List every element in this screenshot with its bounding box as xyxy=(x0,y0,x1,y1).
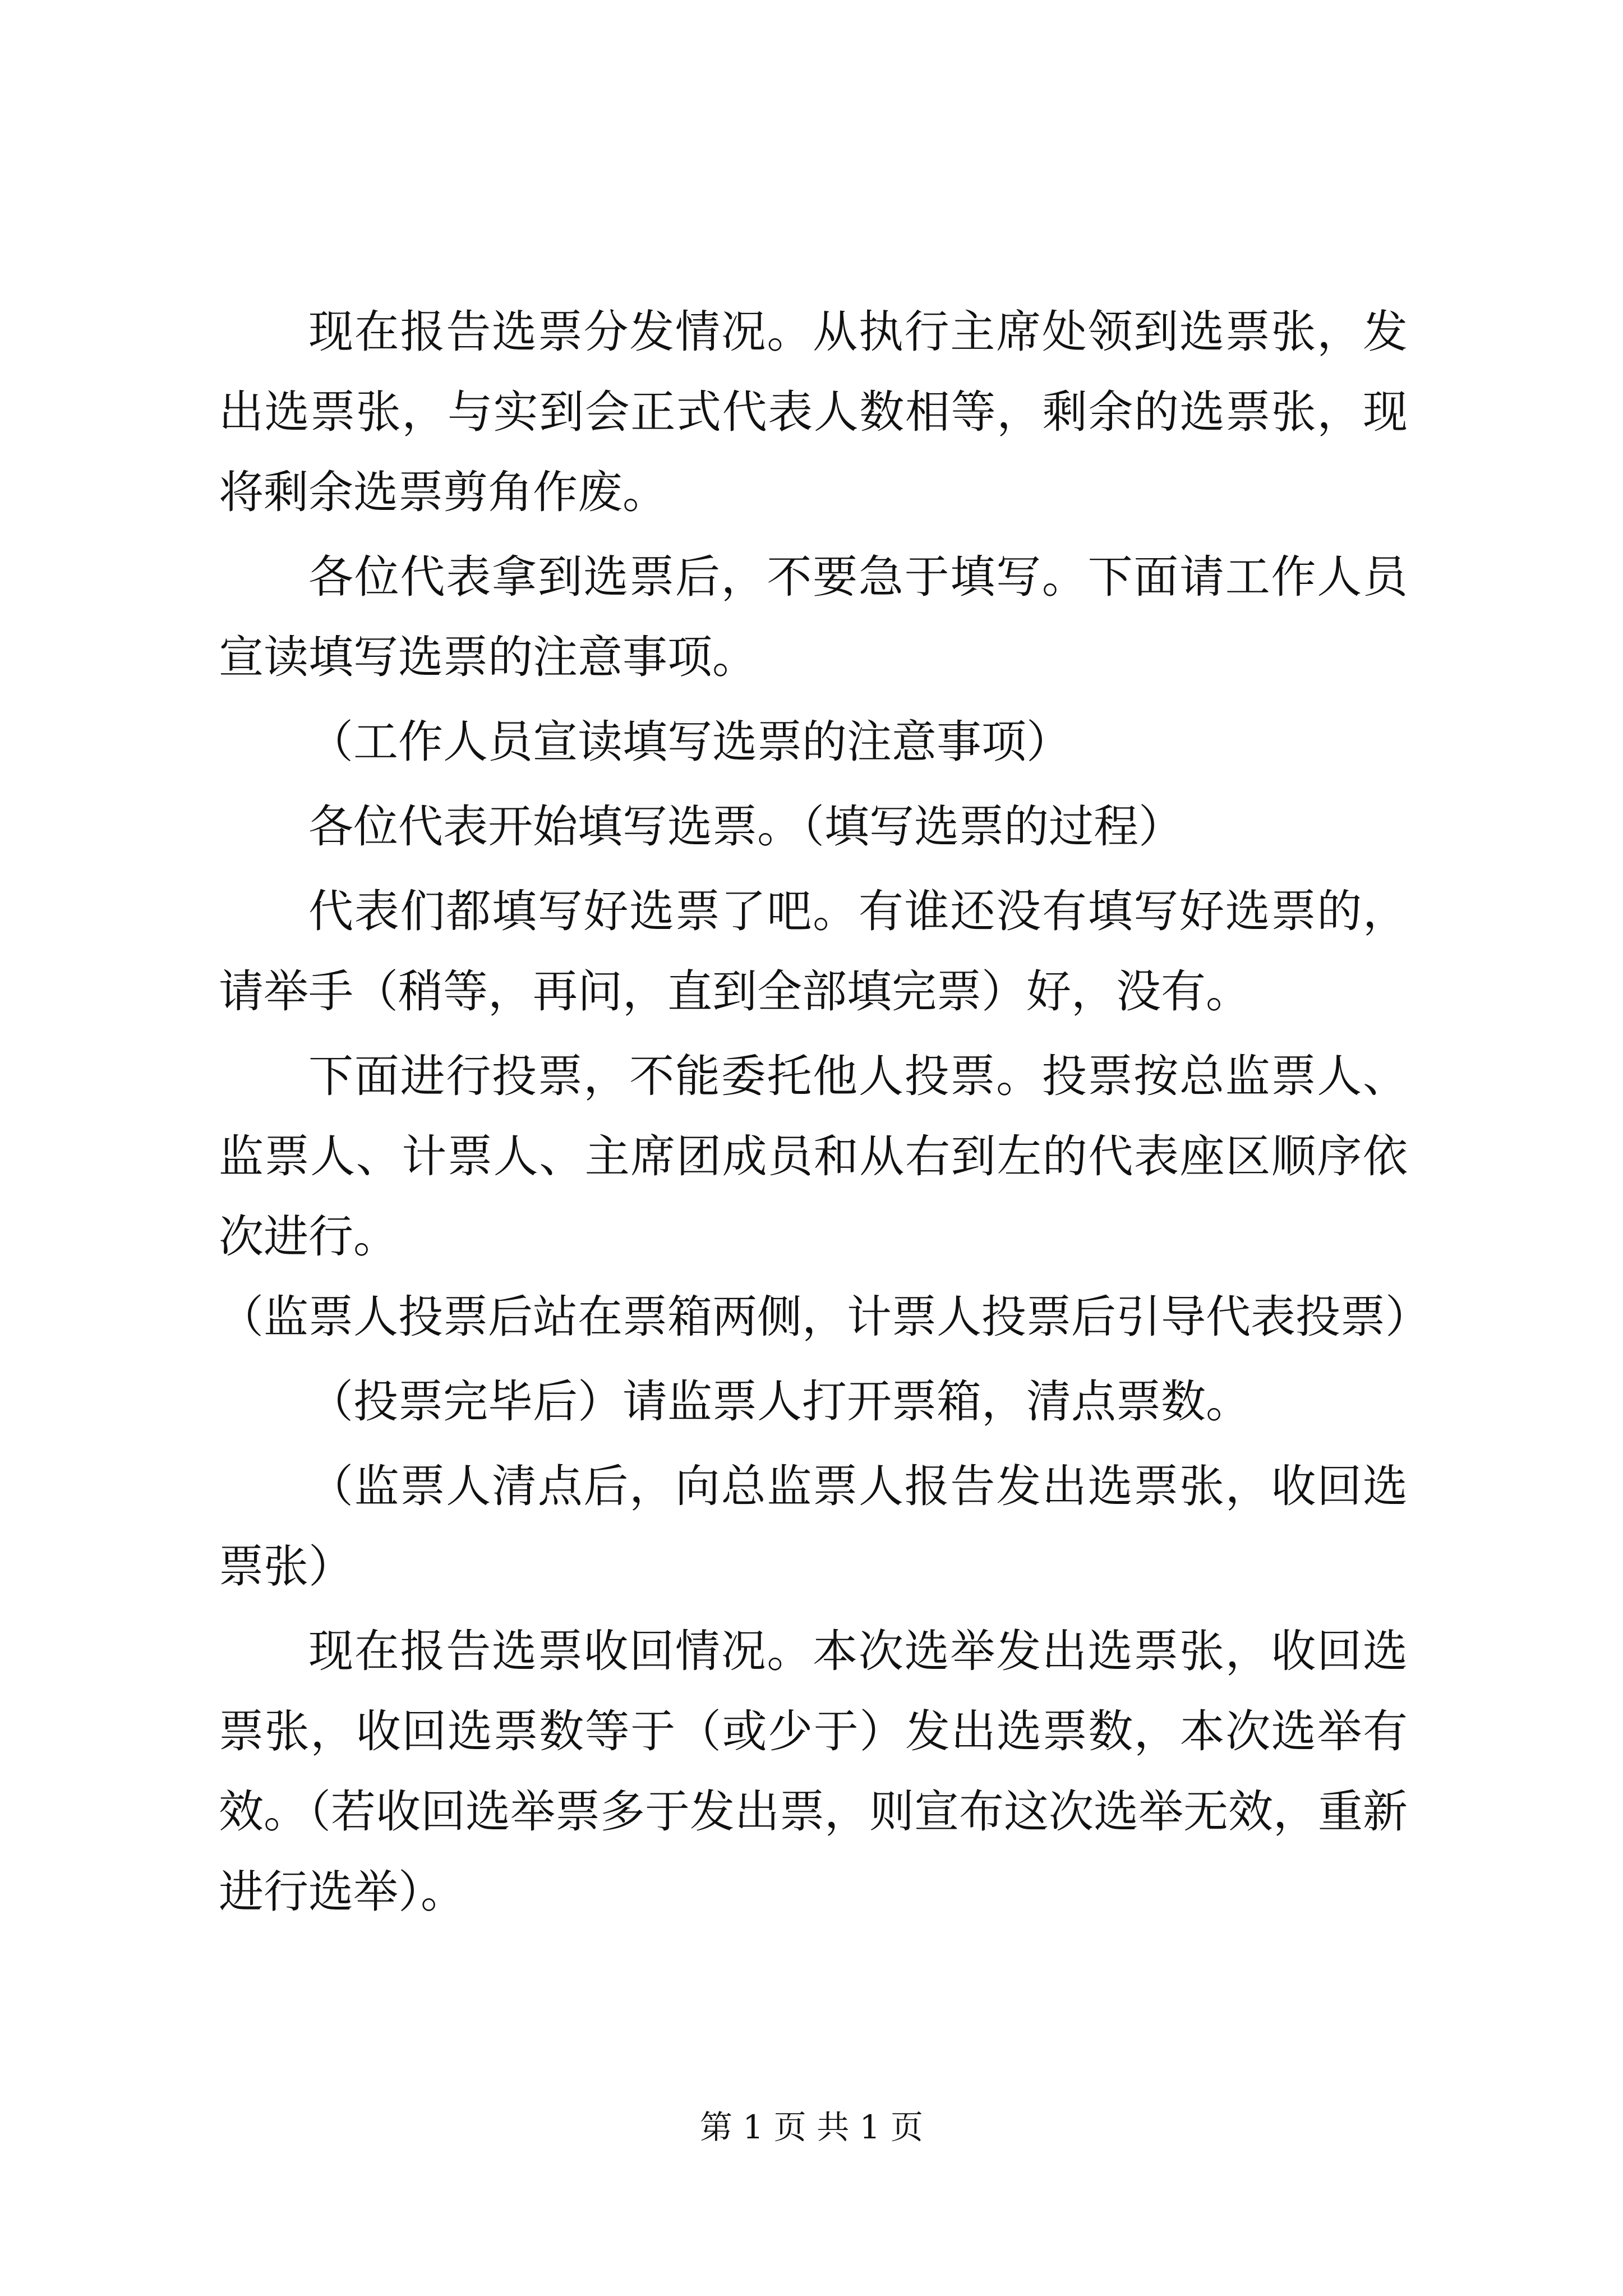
paragraph-open-box: （投票完毕后）请监票人打开票箱，清点票数。 xyxy=(308,1375,1251,1428)
paragraph-begin-filling: 各位代表开始填写选票。（填写选票的过程） xyxy=(308,800,1183,853)
paragraph-voting-order: 下面进行投票，不能委托他人投票。投票按总监票人、监票人、计票人、主席团成员和从右到左的代表座区顺序依次进行。 xyxy=(219,1050,1408,1263)
paragraph-monitor-note: （监票人投票后站在票箱两侧，计票人投票后引导代表投票） xyxy=(219,1291,1430,1343)
paragraph-staff-reading: （工作人员宣读填写选票的注意事项） xyxy=(308,716,1071,768)
paragraph-count-report: （监票人清点后，向总监票人报告发出选票张，收回选票张） xyxy=(219,1460,1408,1593)
document-body xyxy=(219,292,1430,1936)
paragraph-instructions-notice: 各位代表拿到选票后，不要急于填写。下面请工作人员宣读填写选票的注意事项。 xyxy=(219,551,1408,683)
paragraph-filling-check: 代表们都填写好选票了吧。有谁还没有填写好选票的，请举手（稍等，再问，直到全部填完票）好，没有。 xyxy=(219,885,1408,1018)
page-number-footer: 第 1 页 共 1 页 xyxy=(700,2108,923,2146)
paragraph-ballot-distribution: 现在报告选票分发情况。从执行主席处领到选票张，发出选票张，与实到会正式代表人数相等，剩余的选票张，现将剩余选票剪角作废。 xyxy=(219,306,1408,518)
paragraph-recovery-report: 现在报告选票收回情况。本次选举发出选票张，收回选票张，收回选票数等于（或少于）发出选票数，本次选举有效。（若收回选举票多于发出票，则宣布这次选举无效，重新进行选举）。 xyxy=(219,1625,1408,1918)
